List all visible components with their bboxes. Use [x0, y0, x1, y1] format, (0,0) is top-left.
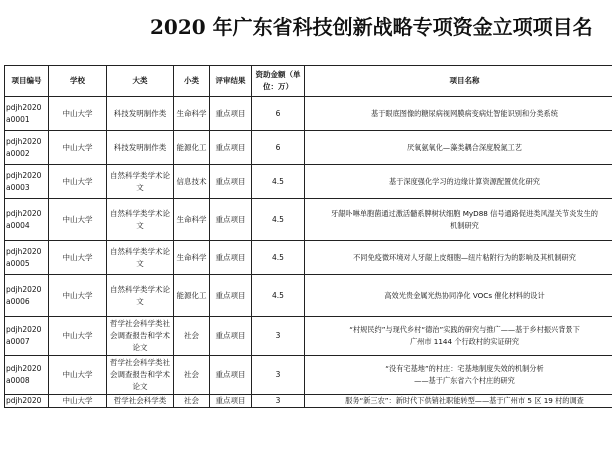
project-code-line: pdjh2020: [6, 136, 42, 146]
project-code-cell: [5, 275, 49, 317]
review-result-cell: 重点项目: [210, 165, 252, 199]
project-name-cell: [305, 131, 612, 165]
project-name-cell: [305, 97, 612, 131]
review-result-cell: 重点项目: [210, 356, 252, 395]
category-cell: 哲学社会科学类: [107, 395, 174, 408]
school-cell: 中山大学: [49, 241, 107, 275]
funding-amount-cell: 4.5: [252, 275, 305, 317]
funding-amount-cell: 3: [252, 356, 305, 395]
funding-amount-cell: 4.5: [252, 241, 305, 275]
project-code-line: a0001: [6, 114, 30, 124]
category-cell: 自然科学类学术论文: [107, 199, 174, 241]
category-cell: 自然科学类学术论文: [107, 165, 174, 199]
project-code-cell: [5, 317, 49, 356]
project-code-cell: [5, 165, 49, 199]
table-row: [5, 395, 612, 408]
project-code-line: a0006: [6, 296, 30, 306]
project-name-line: ——基于广东省六个村庄的研究: [414, 376, 515, 385]
header-result: 评审结果: [210, 66, 252, 97]
funding-amount-cell: 6: [252, 97, 305, 131]
table-row: [5, 317, 612, 356]
project-code-line: a0003: [6, 182, 30, 192]
project-name-line: 服务“新三农”：新时代下供销社职能转型——基于广州市 5 区 19 村的调查: [345, 396, 584, 405]
subcategory-cell: 信息技术: [174, 165, 210, 199]
table-row: [5, 241, 612, 275]
project-code-line: pdjh2020: [6, 396, 42, 405]
project-name-line: 牙龈卟啉单胞菌通过激活髓系脾树状细胞 MyD88 信号通路促进类风湿关节炎发生的: [331, 208, 598, 218]
project-name-line: “没有宅基地”的村庄：宅基地制度失效的机制分析: [385, 364, 544, 373]
project-table: [4, 65, 612, 408]
project-code-cell: [5, 395, 49, 408]
project-code-cell: [5, 241, 49, 275]
category-cell: 哲学社会科学类社会调查报告和学术论文: [107, 356, 174, 395]
review-result-cell: 重点项目: [210, 131, 252, 165]
header-code: 项目编号: [5, 66, 49, 97]
category-cell: 自然科学类学术论文: [107, 241, 174, 275]
project-name-line: 不同免疫微环境对人牙龈上皮细胞—纽片粘附行为的影响及其机制研究: [353, 252, 576, 262]
project-name-cell: [305, 165, 612, 199]
header-subcategory: 小类: [174, 66, 210, 97]
header-category: 大类: [107, 66, 174, 97]
project-name-cell: [305, 356, 612, 395]
project-name-cell: [305, 241, 612, 275]
category-cell: 自然科学类学术论文: [107, 275, 174, 317]
school-cell: 中山大学: [49, 131, 107, 165]
review-result-cell: 重点项目: [210, 199, 252, 241]
project-name-line: 基于深度强化学习的边缘计算资源配置优化研究: [389, 176, 540, 186]
school-cell: 中山大学: [49, 356, 107, 395]
table-row: [5, 131, 612, 165]
review-result-cell: 重点项目: [210, 241, 252, 275]
category-cell: 科技发明制作类: [107, 131, 174, 165]
table-row: [5, 275, 612, 317]
project-code-line: a0005: [6, 258, 30, 268]
school-cell: 中山大学: [49, 97, 107, 131]
table-row: [5, 356, 612, 395]
project-name-cell: [305, 199, 612, 241]
header-school: 学校: [49, 66, 107, 97]
project-name-line: “村规民约”与现代乡村“德治”实践的研究与推广——基于乡村振兴背景下: [349, 325, 580, 334]
header-amount: 资助金额（单位：万）: [252, 66, 305, 97]
project-name-line: 广州市 1144 个行政村的实证研究: [409, 337, 520, 346]
subcategory-cell: 社会: [174, 356, 210, 395]
school-cell: 中山大学: [49, 275, 107, 317]
table-header-row: [5, 66, 612, 97]
project-name-cell: [305, 317, 612, 356]
project-code-line: pdjh2020: [6, 170, 42, 180]
subcategory-cell: 社会: [174, 317, 210, 356]
table-row: [5, 199, 612, 241]
project-code-line: pdjh2020: [6, 284, 42, 294]
project-name-line: 基于眼底图像的糖尿病视网膜病变病灶智能识别和分类系统: [371, 108, 558, 118]
header-project-name: 项目名称: [305, 66, 612, 97]
project-code-cell: [5, 131, 49, 165]
funding-amount-cell: 3: [252, 317, 305, 356]
funding-amount-cell: 3: [252, 395, 305, 408]
review-result-cell: 重点项目: [210, 317, 252, 356]
project-name-cell: [305, 275, 612, 317]
funding-amount-cell: 6: [252, 131, 305, 165]
project-code-cell: [5, 97, 49, 131]
project-name-line: 高效光贵金属光热协同净化 VOCs 催化材料的设计: [384, 290, 545, 300]
review-result-cell: 重点项目: [210, 97, 252, 131]
project-name-line: 厌氧氨氧化—藻类耦合深度脱氮工艺: [406, 142, 522, 152]
funding-amount-cell: 4.5: [252, 165, 305, 199]
project-code-line: pdjh2020: [6, 364, 42, 373]
project-code-line: pdjh2020: [6, 102, 42, 112]
school-cell: 中山大学: [49, 395, 107, 408]
review-result-cell: 重点项目: [210, 395, 252, 408]
subcategory-cell: 社会: [174, 395, 210, 408]
subcategory-cell: 生命科学: [174, 97, 210, 131]
project-code-line: pdjh2020: [6, 208, 42, 218]
school-cell: 中山大学: [49, 199, 107, 241]
category-cell: 哲学社会科学类社会调查报告和学术论文: [107, 317, 174, 356]
table-row: [5, 165, 612, 199]
subcategory-cell: 能源化工: [174, 275, 210, 317]
school-cell: 中山大学: [49, 165, 107, 199]
category-cell: 科技发明制作类: [107, 97, 174, 131]
project-code-cell: [5, 356, 49, 395]
page-title: 2020 年广东省科技创新战略专项资金立项项目名: [150, 15, 593, 39]
project-code-line: pdjh2020: [6, 246, 42, 256]
project-code-line: pdjh2020: [6, 325, 42, 334]
project-code-line: a0004: [6, 220, 30, 230]
project-name-line: 机制研究: [450, 220, 479, 230]
subcategory-cell: 生命科学: [174, 199, 210, 241]
school-cell: 中山大学: [49, 317, 107, 356]
table-row: [5, 97, 612, 131]
project-code-cell: [5, 199, 49, 241]
project-code-line: a0007: [6, 337, 30, 346]
project-name-cell: [305, 395, 612, 408]
project-code-line: a0002: [6, 148, 30, 158]
subcategory-cell: 生命科学: [174, 241, 210, 275]
review-result-cell: 重点项目: [210, 275, 252, 317]
subcategory-cell: 能源化工: [174, 131, 210, 165]
funding-amount-cell: 4.5: [252, 199, 305, 241]
project-code-line: a0008: [6, 376, 30, 385]
